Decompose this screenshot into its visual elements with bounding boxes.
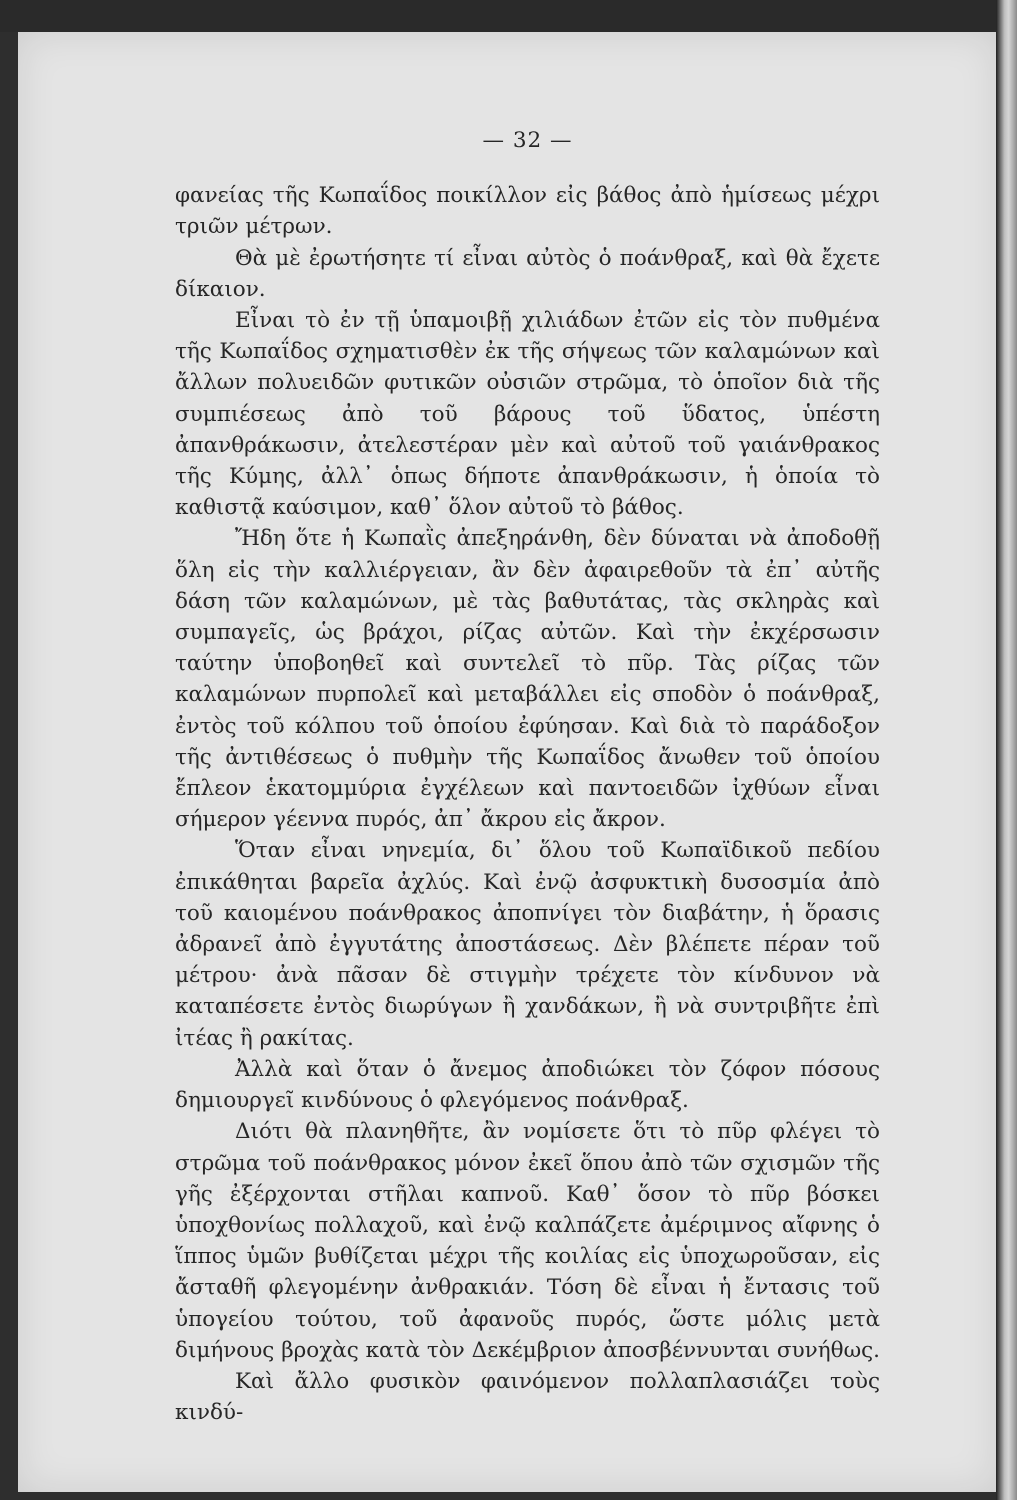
paragraph-7: Διότι θὰ πλανηθῆτε, ἂν νομίσετε ὅτι τὸ πῦρ φλέγει τὸ στρῶμα τοῦ ποάνθρακος μόνον ἐκεῖ ὅπου ἀπὸ τῶν σχισμῶν τῆς γῆς ἐξέρχονται στῆλαι καπνοῦ. Καθ᾿ ὅσον τὸ πῦρ βόσκει ὑποχθονίως πολλαχοῦ, καὶ ἐνῷ καλπάζετε ἀμέριμνος αἴφνης ὁ ἵππος ὑμῶν βυθίζεται μέχρι τῆς κοιλίας εἰς ὑποχωροῦσαν, εἰς ἄσταθῆ φλεγομένην ἀνθρακιάν. Τόση δὲ εἶναι ἡ ἔντασις τοῦ ὑπογείου τούτου, τοῦ ἀφανοῦς πυρός, ὥστε μόλις μετὰ διμήνους βροχὰς κατὰ τὸν Δεκέμβριον ἀποσβέννυνται συνήθως.	[175, 1119, 880, 1363]
page-text-block	[175, 125, 880, 1428]
book-spine-edge	[996, 0, 1017, 1500]
scan-top-border	[0, 0, 1017, 32]
paragraph-2: Θὰ μὲ ἐρωτήσητε τί εἶναι αὐτὸς ὁ ποάνθραξ, καὶ θὰ ἔχετε δίκαιον.	[175, 245, 880, 302]
paragraph-8: Καὶ ἄλλο φυσικὸν φαινόμενον πολλαπλασιάζει τοὺς κινδύ-	[175, 1368, 880, 1426]
paragraph-5: Ὅταν εἶναι νηνεμία, δι᾿ ὅλου τοῦ Κωπαϊδικοῦ πεδίου ἐπικάθηται βαρεῖα ἀχλύς. Καὶ ἐνῷ ἀσφυκτικὴ δυσοσμία ἀπὸ τοῦ καιομένου ποάνθρακος ἀποπνίγει τὸν διαβάτην, ἡ ὅρασις ἀδρανεῖ ἀπὸ ἐγγυτάτης ἀποστάσεως. Δὲν βλέπετε πέραν τοῦ μέτρου· ἀνὰ πᾶσαν δὲ στιγμὴν τρέχετε τὸν κίνδυνον νὰ καταπέσετε ἐντὸς διωρύγων ἢ χανδάκων, ἢ νὰ συντριβῆτε ἐπὶ ἰτέας ἢ ρακίτας.	[175, 838, 880, 1051]
paragraph-3: Εἶναι τὸ ἐν τῇ ὑπαμοιβῇ χιλιάδων ἐτῶν εἰς τὸν πυθμένα τῆς Κωπαΐδος σχηματισθὲν ἐκ τῆς σήψεως τῶν καλαμώνων καὶ ἄλλων πολυειδῶν φυτικῶν οὐσιῶν στρῶμα, τὸ ὁποῖον διὰ τῆς συμπιέσεως ἀπὸ τοῦ βάρους τοῦ ὕδατος, ὑπέστη ἀπανθράκωσιν, ἀτελεστέραν μὲν καὶ αὐτοῦ τοῦ γαιάνθρακος τῆς Κύμης, ἀλλ᾿ ὁπως δήποτε ἀπανθράκωσιν, ἡ ὁποία τὸ καθιστᾷ καύσιμον, καθ᾿ ὅλον αὐτοῦ τὸ βάθος.	[175, 308, 880, 521]
paragraph-4: Ἤδη ὅτε ἡ Κωπαῒς ἀπεξηράνθη, δὲν δύναται νὰ ἀποδοθῇ ὅλη εἰς τὴν καλλιέργειαν, ἂν δὲν ἀφαιρεθοῦν τὰ ἐπ᾿ αὐτῆς δάση τῶν καλαμώνων, μὲ τὰς βαθυτάτας, τὰς σκληρὰς καὶ συμπαγεῖς, ὡς βράχοι, ρίζας αὐτῶν. Καὶ τὴν ἐκχέρσωσιν ταύτην ὑποβοηθεῖ καὶ συντελεῖ τὸ πῦρ. Τὰς ρίζας τῶν καλαμώνων πυρπολεῖ καὶ μεταβάλλει εἰς σποδὸν ὁ ποάνθραξ, ἐντὸς τοῦ κόλπου τοῦ ὁποίου ἐφύησαν. Καὶ διὰ τὸ παράδοξον τῆς ἀντιθέσεως ὁ πυθμὴν τῆς Κωπαΐδος ἄνωθεν τοῦ ὁποίου ἔπλεον ἑκατομμύρια ἐγχέλεων καὶ παντοειδῶν ἰχθύων εἶναι σήμερον γέεννα πυρός, ἀπ᾿ ἄκρου εἰς ἄκρον.	[175, 526, 880, 833]
paragraph-6: Ἀλλὰ καὶ ὅταν ὁ ἄνεμος ἀποδιώκει τὸν ζόφον πόσους δημιουργεῖ κινδύνους ὁ φλεγόμενος ποάνθραξ.	[175, 1056, 880, 1114]
page-number: — 32 —	[482, 128, 573, 153]
paragraph-1: φανείας τῆς Κωπαΐδος ποικίλλον εἰς βάθος ἀπὸ ἡμίσεως μέχρι τριῶν μέτρων.	[175, 183, 880, 240]
